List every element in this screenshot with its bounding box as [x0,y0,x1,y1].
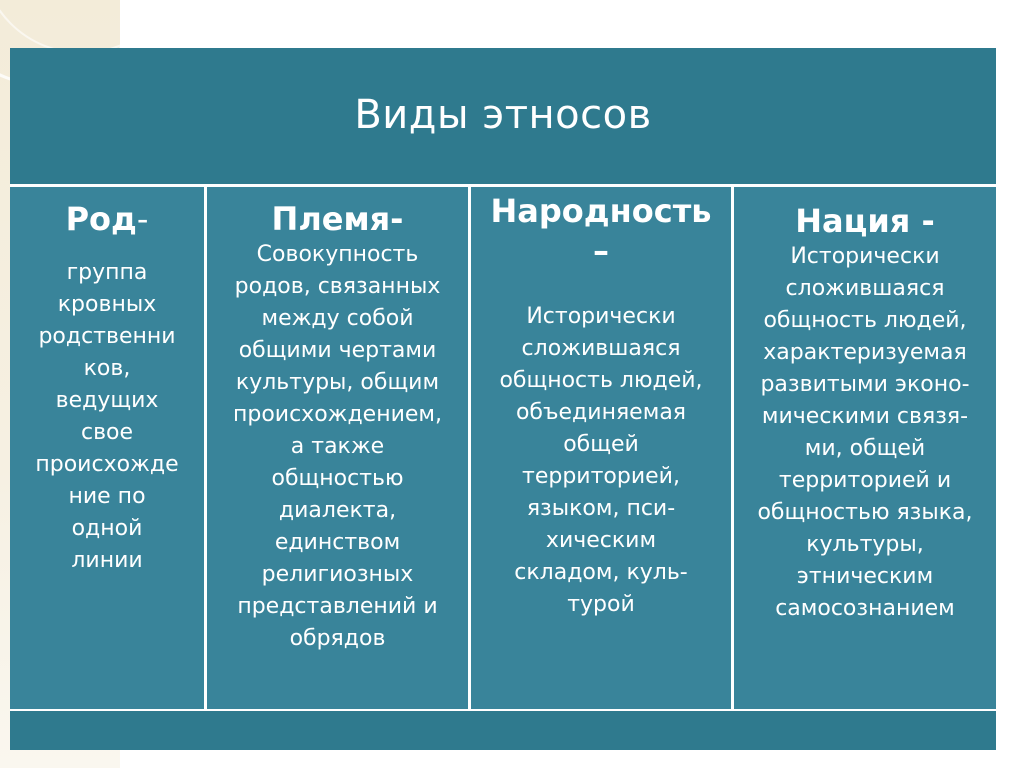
column-text: группа кровных родственни ков, ведущих свое происхожде ние по одной линии [35,260,179,573]
column-text: Исторически сложившаяся общность людей, характеризуемая развитыми эконо- мическими связя- ми, общей территорией и общностью языка, культуры, этническим самосознанием [757,244,973,621]
column-rod [10,187,204,709]
column-heading: Племя- [271,200,404,238]
column-text: Совокупность родов, связанных между собой общими чертами культуры, общим происхождением, а также общностью диалекта, единством религиозных представлений и обрядов [232,242,443,651]
column-heading: Нация - [795,202,935,240]
column-narodnost [471,187,731,709]
slide-footer-band [10,709,996,750]
slide-title: Виды этносов [354,92,652,138]
column-heading: Род- [65,200,149,238]
column-text: Исторически сложившаяся общность людей, объединяемая общей территорией, языком, пси- хическим складом, куль- турой [499,304,703,617]
column-natsiya [734,187,996,709]
column-heading: Народность – [490,192,712,270]
column-plemya [207,187,468,709]
slide [10,48,996,748]
slide-header [10,48,996,187]
